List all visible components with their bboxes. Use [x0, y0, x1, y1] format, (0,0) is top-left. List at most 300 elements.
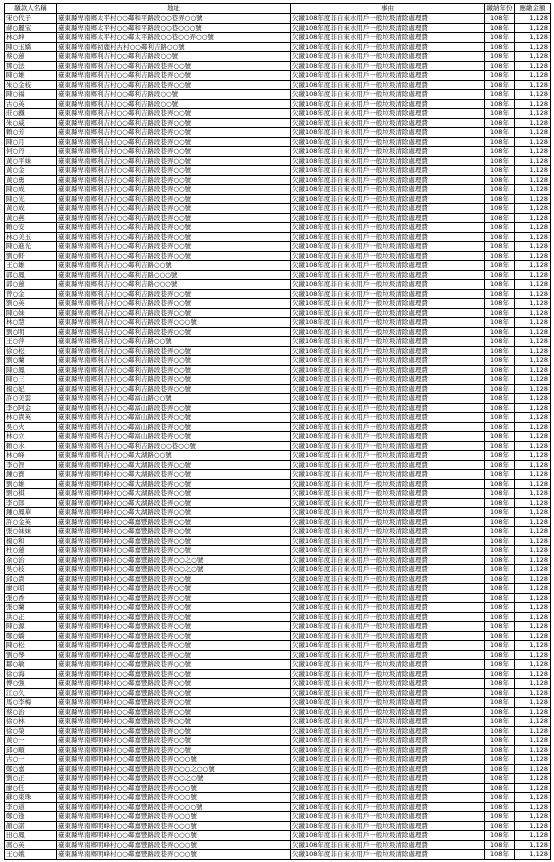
cell-name: 鄒○敏	[5, 660, 57, 670]
cell-reason: 欠繳108年度非自來水用戶一般垃圾清除處理費	[291, 80, 485, 90]
cell-amount: 1,128	[515, 128, 551, 138]
cell-amount: 1,128	[515, 498, 551, 508]
cell-year: 108年	[485, 584, 515, 594]
cell-address: 臺東縣卑南鄉明峰村○○鄰嘉豐路段巷弄○○○○號	[57, 802, 291, 812]
cell-amount: 1,128	[515, 489, 551, 499]
cell-amount: 1,128	[515, 527, 551, 537]
cell-reason: 欠繳108年度非自來水用戶一般垃圾清除處理費	[291, 289, 485, 299]
cell-reason: 欠繳108年度非自來水用戶一般垃圾清除處理費	[291, 61, 485, 71]
cell-year: 108年	[485, 793, 515, 803]
cell-address: 臺東縣卑南鄉明峰村○○鄰嘉豐路段巷弄○○號	[57, 536, 291, 546]
cell-year: 108年	[485, 508, 515, 518]
cell-amount: 1,128	[515, 555, 551, 565]
cell-address: 臺東縣卑南鄉明峰村○○鄰嘉豐路段巷弄○○號	[57, 745, 291, 755]
table-row	[5, 156, 551, 166]
cell-year: 108年	[485, 327, 515, 337]
table-row	[5, 707, 551, 717]
table-row	[5, 223, 551, 233]
cell-amount: 1,128	[515, 33, 551, 43]
cell-year: 108年	[485, 166, 515, 176]
cell-amount: 1,128	[515, 840, 551, 850]
cell-year: 108年	[485, 479, 515, 489]
cell-name: 林○慧	[5, 318, 57, 328]
cell-address: 臺東縣卑南鄉利吉村○○鄰利吉路段巷弄○○號	[57, 109, 291, 119]
table-row	[5, 23, 551, 33]
cell-reason: 欠繳108年度非自來水用戶一般垃圾清除處理費	[291, 612, 485, 622]
table-row	[5, 61, 551, 71]
cell-reason: 欠繳108年度非自來水用戶一般垃圾清除處理費	[291, 280, 485, 290]
cell-name: 陳○松	[5, 641, 57, 651]
cell-year: 108年	[485, 669, 515, 679]
cell-address: 臺東縣卑南鄉明峰村○○鄰嘉豐路段巷弄○○○之○○號	[57, 764, 291, 774]
cell-address: 臺東縣卑南鄉利吉村○○鄰富山路段巷弄○○號	[57, 413, 291, 423]
cell-name: 宋○代子	[5, 14, 57, 24]
cell-name: 劉○蘭	[5, 356, 57, 366]
cell-name: 朱○威	[5, 118, 57, 128]
cell-amount: 1,128	[515, 612, 551, 622]
table-row	[5, 574, 551, 584]
cell-name: 徐○林	[5, 717, 57, 727]
cell-amount: 1,128	[515, 508, 551, 518]
cell-reason: 欠繳108年度非自來水用戶一般垃圾清除處理費	[291, 508, 485, 518]
cell-amount: 1,128	[515, 232, 551, 242]
cell-reason: 欠繳108年度非自來水用戶一般垃圾清除處理費	[291, 147, 485, 157]
cell-reason: 欠繳108年度非自來水用戶一般垃圾清除處理費	[291, 299, 485, 309]
table-row	[5, 52, 551, 62]
cell-amount: 1,128	[515, 745, 551, 755]
table-row	[5, 812, 551, 822]
cell-amount: 1,128	[515, 175, 551, 185]
cell-reason: 欠繳108年度非自來水用戶一般垃圾清除處理費	[291, 90, 485, 100]
cell-reason: 欠繳108年度非自來水用戶一般垃圾清除處理費	[291, 403, 485, 413]
cell-address: 臺東縣卑南鄉明峰村○○鄰嘉豐路段巷弄○○號	[57, 707, 291, 717]
table-row	[5, 840, 551, 850]
cell-address: 臺東縣卑南鄉利吉村○○鄰利吉路段巷弄○○號	[57, 375, 291, 385]
table-row	[5, 128, 551, 138]
cell-name: 王○雄	[5, 261, 57, 271]
table-row	[5, 565, 551, 575]
cell-year: 108年	[485, 802, 515, 812]
cell-address: 臺東縣卑南鄉利吉村○○鄰富山路段巷弄○○號	[57, 422, 291, 432]
table-row	[5, 33, 551, 43]
cell-name: 洪○正	[5, 612, 57, 622]
cell-reason: 欠繳108年度非自來水用戶一般垃圾清除處理費	[291, 584, 485, 594]
cell-amount: 1,128	[515, 194, 551, 204]
table-row	[5, 517, 551, 527]
cell-name: 曾○金	[5, 289, 57, 299]
cell-reason: 欠繳108年度非自來水用戶一般垃圾清除處理費	[291, 337, 485, 347]
table-row	[5, 698, 551, 708]
cell-address: 臺東縣卑南鄉利吉村○○鄰利吉路段巷弄○○號	[57, 232, 291, 242]
cell-address: 臺東縣卑南鄉利吉村○○鄰利吉路段○○號	[57, 90, 291, 100]
cell-address: 臺東縣卑南鄉利吉村○○鄰利吉路段巷弄○○○號	[57, 318, 291, 328]
table-row	[5, 546, 551, 556]
cell-name: 馮○英	[5, 840, 57, 850]
cell-reason: 欠繳108年度非自來水用戶一般垃圾清除處理費	[291, 460, 485, 470]
cell-reason: 欠繳108年度非自來水用戶一般垃圾清除處理費	[291, 698, 485, 708]
cell-name: 郭○蓮	[5, 280, 57, 290]
cell-name: 陳○源	[5, 622, 57, 632]
cell-year: 108年	[485, 251, 515, 261]
table-row	[5, 109, 551, 119]
cell-address: 臺東縣卑南鄉利吉村○○鄰利吉路段巷弄○○號	[57, 137, 291, 147]
cell-amount: 1,128	[515, 479, 551, 489]
cell-name: 邱○順	[5, 745, 57, 755]
cell-year: 108年	[485, 432, 515, 442]
cell-name: 林○峰	[5, 451, 57, 461]
table-row	[5, 71, 551, 81]
cell-reason: 欠繳108年度非自來水用戶一般垃圾清除處理費	[291, 394, 485, 404]
cell-name: 蔡○治	[5, 707, 57, 717]
cell-amount: 1,128	[515, 565, 551, 575]
cell-name: 陳○月	[5, 137, 57, 147]
cell-reason: 欠繳108年度非自來水用戶一般垃圾清除處理費	[291, 802, 485, 812]
cell-reason: 欠繳108年度非自來水用戶一般垃圾清除處理費	[291, 840, 485, 850]
cell-name: 賴○安	[5, 223, 57, 233]
cell-amount: 1,128	[515, 812, 551, 822]
cell-name: 黃○燕	[5, 213, 57, 223]
cell-address: 臺東縣卑南鄉利吉村○○鄰利吉路段巷弄○○號	[57, 147, 291, 157]
cell-name: 江○久	[5, 688, 57, 698]
cell-year: 108年	[485, 679, 515, 689]
cell-name: 黃○平妹	[5, 156, 57, 166]
cell-name: 蔡○蓮	[5, 52, 57, 62]
cell-address: 臺東縣卑南鄉利吉村○○鄰利吉路段巷弄○○號	[57, 289, 291, 299]
cell-reason: 欠繳108年度非自來水用戶一般垃圾清除處理費	[291, 764, 485, 774]
cell-name: 林○貴英	[5, 413, 57, 423]
cell-reason: 欠繳108年度非自來水用戶一般垃圾清除處理費	[291, 23, 485, 33]
cell-year: 108年	[485, 394, 515, 404]
cell-amount: 1,128	[515, 403, 551, 413]
cell-reason: 欠繳108年度非自來水用戶一般垃圾清除處理費	[291, 128, 485, 138]
cell-reason: 欠繳108年度非自來水用戶一般垃圾清除處理費	[291, 688, 485, 698]
cell-address: 臺東縣卑南鄉明峰村○○鄰大湖路段巷弄○○號	[57, 489, 291, 499]
table-row	[5, 669, 551, 679]
cell-address: 臺東縣卑南鄉利吉村○○鄰大湖路○○號	[57, 451, 291, 461]
cell-address: 臺東縣卑南鄉明峰村○○鄰嘉豐路段巷弄○○號	[57, 726, 291, 736]
cell-year: 108年	[485, 840, 515, 850]
cell-amount: 1,128	[515, 299, 551, 309]
cell-address: 臺東縣卑南鄉利吉村○○鄰利吉路段巷弄○○號	[57, 80, 291, 90]
table-row	[5, 479, 551, 489]
cell-address: 臺東縣卑南鄉明峰村○○鄰嘉豐路段巷弄○○號	[57, 660, 291, 670]
cell-address: 臺東縣卑南鄉明峰村○○鄰嘉豐路段巷弄○○號	[57, 603, 291, 613]
table-row	[5, 413, 551, 423]
cell-address: 臺東縣卑南鄉利吉村○○鄰富山路段巷弄○○號	[57, 403, 291, 413]
cell-reason: 欠繳108年度非自來水用戶一般垃圾清除處理費	[291, 489, 485, 499]
cell-address: 臺東縣卑南鄉利吉村○○鄰利吉路段○○號	[57, 52, 291, 62]
cell-address: 臺東縣卑南鄉明峰村○○鄰嘉豐路段巷弄○○號	[57, 517, 291, 527]
cell-address: 臺東縣卑南鄉利吉村○○鄰利吉路段巷弄○○號	[57, 61, 291, 71]
cell-year: 108年	[485, 223, 515, 233]
cell-address: 臺東縣卑南鄉明峰村○○鄰大湖路段巷弄○○號	[57, 479, 291, 489]
cell-year: 108年	[485, 365, 515, 375]
cell-name: 鄭○嘉	[5, 764, 57, 774]
table-row	[5, 802, 551, 812]
cell-address: 臺東縣卑南鄉明峰村○○鄰嘉豐路段巷弄○○之○號	[57, 565, 291, 575]
cell-name: 林○立	[5, 432, 57, 442]
cell-reason: 欠繳108年度非自來水用戶一般垃圾清除處理費	[291, 175, 485, 185]
cell-reason: 欠繳108年度非自來水用戶一般垃圾清除處理費	[291, 327, 485, 337]
cell-name: 劉○正	[5, 774, 57, 784]
cell-amount: 1,128	[515, 413, 551, 423]
cell-reason: 欠繳108年度非自來水用戶一般垃圾清除處理費	[291, 517, 485, 527]
cell-reason: 欠繳108年度非自來水用戶一般垃圾清除處理費	[291, 593, 485, 603]
cell-year: 108年	[485, 23, 515, 33]
cell-year: 108年	[485, 413, 515, 423]
table-row	[5, 726, 551, 736]
cell-amount: 1,128	[515, 308, 551, 318]
cell-address: 臺東縣卑南鄉明峰村○○鄰嘉豐路段巷弄○○號	[57, 736, 291, 746]
cell-year: 108年	[485, 299, 515, 309]
cell-reason: 欠繳108年度非自來水用戶一般垃圾清除處理費	[291, 365, 485, 375]
table-row	[5, 99, 551, 109]
cell-name: 楊○妃	[5, 384, 57, 394]
table-row	[5, 147, 551, 157]
cell-address: 臺東縣卑南鄉利吉村○○鄰利吉路段巷弄○○號	[57, 156, 291, 166]
cell-address: 臺東縣卑南鄉明峰村○○鄰嘉豐路段巷弄○○號	[57, 688, 291, 698]
table-row	[5, 432, 551, 442]
cell-amount: 1,128	[515, 736, 551, 746]
table-row	[5, 356, 551, 366]
cell-address: 臺東縣卑南鄉明峰村○○鄰嘉豐路段巷弄○○之○號	[57, 774, 291, 784]
cell-reason: 欠繳108年度非自來水用戶一般垃圾清除處理費	[291, 270, 485, 280]
table-row	[5, 242, 551, 252]
cell-amount: 1,128	[515, 441, 551, 451]
cell-amount: 1,128	[515, 831, 551, 841]
cell-year: 108年	[485, 460, 515, 470]
cell-amount: 1,128	[515, 707, 551, 717]
cell-year: 108年	[485, 555, 515, 565]
cell-year: 108年	[485, 707, 515, 717]
cell-address: 臺東縣卑南鄉明峰村○○鄰嘉豐路段巷弄○○號	[57, 593, 291, 603]
table-row	[5, 270, 551, 280]
cell-address: 臺東縣卑南鄉明峰村○○鄰嘉豐路段巷弄○○號	[57, 546, 291, 556]
table-row	[5, 308, 551, 318]
cell-amount: 1,128	[515, 717, 551, 727]
cell-year: 108年	[485, 622, 515, 632]
cell-name: 張○香	[5, 593, 57, 603]
cell-reason: 欠繳108年度非自來水用戶一般垃圾清除處理費	[291, 42, 485, 52]
cell-year: 108年	[485, 517, 515, 527]
cell-name: 鄭○逢	[5, 812, 57, 822]
cell-address: 臺東縣卑南鄉太平村○○鄰和平路段○○巷○○○號	[57, 23, 291, 33]
cell-amount: 1,128	[515, 280, 551, 290]
table-row	[5, 327, 551, 337]
cell-reason: 欠繳108年度非自來水用戶一般垃圾清除處理費	[291, 707, 485, 717]
table-row	[5, 612, 551, 622]
cell-amount: 1,128	[515, 213, 551, 223]
cell-amount: 1,128	[515, 802, 551, 812]
cell-name: 李○智	[5, 460, 57, 470]
cell-name: 陳○三	[5, 375, 57, 385]
table-row	[5, 755, 551, 765]
cell-address: 臺東縣卑南鄉利吉村○○鄰利吉路段巷弄○○號	[57, 242, 291, 252]
table-row	[5, 280, 551, 290]
cell-year: 108年	[485, 565, 515, 575]
table-row	[5, 736, 551, 746]
cell-address: 臺東縣卑南鄉利吉村○○鄰利吉路段巷弄○○號	[57, 251, 291, 261]
cell-name: 許○美雲	[5, 394, 57, 404]
cell-address: 臺東縣卑南鄉利吉村○○鄰利吉路段巷弄○○號	[57, 118, 291, 128]
table-row	[5, 261, 551, 271]
cell-amount: 1,128	[515, 850, 551, 860]
cell-reason: 欠繳108年度非自來水用戶一般垃圾清除處理費	[291, 774, 485, 784]
cell-year: 108年	[485, 61, 515, 71]
cell-address: 臺東縣卑南鄉明峰村○○鄰嘉豐路段巷弄○○○號	[57, 831, 291, 841]
cell-reason: 欠繳108年度非自來水用戶一般垃圾清除處理費	[291, 384, 485, 394]
cell-year: 108年	[485, 603, 515, 613]
cell-address: 臺東縣卑南鄉明峰村○○鄰大湖路段巷弄○○號	[57, 498, 291, 508]
cell-name: 鍾○鳳華	[5, 508, 57, 518]
cell-year: 108年	[485, 736, 515, 746]
cell-reason: 欠繳108年度非自來水用戶一般垃圾清除處理費	[291, 755, 485, 765]
cell-year: 108年	[485, 783, 515, 793]
cell-reason: 欠繳108年度非自來水用戶一般垃圾清除處理費	[291, 470, 485, 480]
table-row	[5, 394, 551, 404]
cell-amount: 1,128	[515, 470, 551, 480]
cell-amount: 1,128	[515, 61, 551, 71]
table-row	[5, 603, 551, 613]
cell-amount: 1,128	[515, 261, 551, 271]
table-row	[5, 489, 551, 499]
cell-year: 108年	[485, 128, 515, 138]
cell-address: 臺東縣卑南鄉利吉村○○鄰利吉路○○號	[57, 261, 291, 271]
cell-year: 108年	[485, 384, 515, 394]
table-row	[5, 764, 551, 774]
cell-year: 108年	[485, 156, 515, 166]
cell-year: 108年	[485, 33, 515, 43]
cell-reason: 欠繳108年度非自來水用戶一般垃圾清除處理費	[291, 660, 485, 670]
cell-year: 108年	[485, 118, 515, 128]
cell-address: 臺東縣卑南鄉利吉村○○鄰利吉路○○號	[57, 337, 291, 347]
header-address: 地址	[57, 4, 291, 14]
cell-address: 臺東縣卑南鄉利吉村○○鄰利吉路段巷弄○○號	[57, 204, 291, 214]
cell-amount: 1,128	[515, 793, 551, 803]
cell-address: 臺東縣卑南鄉初鹿村古村○○鄰利吉路○○號	[57, 42, 291, 52]
table-row	[5, 42, 551, 52]
cell-reason: 欠繳108年度非自來水用戶一般垃圾清除處理費	[291, 850, 485, 860]
cell-year: 108年	[485, 346, 515, 356]
cell-address: 臺東縣卑南鄉明峰村○○鄰嘉豐路段巷弄○○號	[57, 669, 291, 679]
cell-address: 臺東縣卑南鄉明峰村○○鄰嘉豐路段巷弄○○號	[57, 612, 291, 622]
cell-amount: 1,128	[515, 137, 551, 147]
cell-amount: 1,128	[515, 584, 551, 594]
cell-year: 108年	[485, 175, 515, 185]
cell-reason: 欠繳108年度非自來水用戶一般垃圾清除處理費	[291, 194, 485, 204]
table-row	[5, 365, 551, 375]
header-name: 繳款人名稱	[5, 4, 57, 14]
cell-address: 臺東縣卑南鄉利吉村○○鄰利吉路段○○巷○○號	[57, 441, 291, 451]
cell-amount: 1,128	[515, 764, 551, 774]
cell-year: 108年	[485, 194, 515, 204]
cell-amount: 1,128	[515, 52, 551, 62]
table-row	[5, 593, 551, 603]
cell-year: 108年	[485, 650, 515, 660]
cell-year: 108年	[485, 764, 515, 774]
cell-reason: 欠繳108年度非自來水用戶一般垃圾清除處理費	[291, 451, 485, 461]
cell-reason: 欠繳108年度非自來水用戶一般垃圾清除處理費	[291, 641, 485, 651]
cell-name: 顏○諾	[5, 821, 57, 831]
cell-year: 108年	[485, 774, 515, 784]
cell-address: 臺東縣卑南鄉利吉村○○鄰利吉路段巷弄○○號	[57, 194, 291, 204]
cell-year: 108年	[485, 745, 515, 755]
cell-amount: 1,128	[515, 460, 551, 470]
cell-name: 劉○棋	[5, 489, 57, 499]
cell-amount: 1,128	[515, 375, 551, 385]
cell-amount: 1,128	[515, 451, 551, 461]
header-year: 繳納年份	[486, 4, 513, 12]
cell-name: 鄭○嬌	[5, 631, 57, 641]
cell-amount: 1,128	[515, 166, 551, 176]
cell-amount: 1,128	[515, 14, 551, 24]
cell-year: 108年	[485, 137, 515, 147]
cell-address: 臺東縣卑南鄉利吉村○○鄰利吉路段巷弄○○號	[57, 327, 291, 337]
cell-address: 臺東縣卑南鄉利吉村○○鄰利吉路段巷弄○○號	[57, 308, 291, 318]
cell-amount: 1,128	[515, 774, 551, 784]
cell-name: 徐○海	[5, 669, 57, 679]
cell-reason: 欠繳108年度非自來水用戶一般垃圾清除處理費	[291, 242, 485, 252]
cell-name: 黃○勇	[5, 175, 57, 185]
cell-address: 臺東縣卑南鄉明峰村○○鄰嘉豐路段巷弄○○號	[57, 698, 291, 708]
table-row	[5, 318, 551, 328]
cell-reason: 欠繳108年度非自來水用戶一般垃圾清除處理費	[291, 546, 485, 556]
cell-year: 108年	[485, 289, 515, 299]
table-row	[5, 622, 551, 632]
cell-name: 賴○水	[5, 441, 57, 451]
cell-year: 108年	[485, 42, 515, 52]
cell-reason: 欠繳108年度非自來水用戶一般垃圾清除處理費	[291, 574, 485, 584]
cell-reason: 欠繳108年度非自來水用戶一般垃圾清除處理費	[291, 422, 485, 432]
cell-year: 108年	[485, 213, 515, 223]
table-row	[5, 555, 551, 565]
cell-reason: 欠繳108年度非自來水用戶一般垃圾清除處理費	[291, 71, 485, 81]
cell-name: 邱○貴	[5, 574, 57, 584]
cell-reason: 欠繳108年度非自來水用戶一般垃圾清除處理費	[291, 831, 485, 841]
cell-address: 臺東縣卑南鄉明峰村○○鄰嘉豐路段巷弄○○○號	[57, 840, 291, 850]
cell-amount: 1,128	[515, 156, 551, 166]
table-row	[5, 679, 551, 689]
table-row	[5, 299, 551, 309]
header-row	[5, 4, 551, 14]
cell-year: 108年	[485, 660, 515, 670]
cell-reason: 欠繳108年度非自來水用戶一般垃圾清除處理費	[291, 498, 485, 508]
cell-amount: 1,128	[515, 71, 551, 81]
cell-name: 蘇○東珠	[5, 793, 57, 803]
cell-reason: 欠繳108年度非自來水用戶一般垃圾清除處理費	[291, 251, 485, 261]
cell-name: 傅○強	[5, 679, 57, 689]
cell-reason: 欠繳108年度非自來水用戶一般垃圾清除處理費	[291, 99, 485, 109]
cell-year: 108年	[485, 99, 515, 109]
cell-address: 臺東縣卑南鄉利吉村○○鄰利吉路段巷弄○○號	[57, 365, 291, 375]
cell-year: 108年	[485, 375, 515, 385]
cell-amount: 1,128	[515, 147, 551, 157]
cell-name: 郭○鳳	[5, 270, 57, 280]
cell-year: 108年	[485, 232, 515, 242]
cell-name: 杜○蓮	[5, 546, 57, 556]
cell-reason: 欠繳108年度非自來水用戶一般垃圾清除處理費	[291, 812, 485, 822]
cell-name: 古○一	[5, 755, 57, 765]
cell-address: 臺東縣卑南鄉明峰村○○鄰嘉豐路段巷弄○○之○號	[57, 555, 291, 565]
table-row	[5, 717, 551, 727]
cell-year: 108年	[485, 631, 515, 641]
cell-reason: 欠繳108年度非自來水用戶一般垃圾清除處理費	[291, 185, 485, 195]
cell-amount: 1,128	[515, 242, 551, 252]
table-row	[5, 422, 551, 432]
cell-year: 108年	[485, 109, 515, 119]
cell-year: 108年	[485, 90, 515, 100]
table-row	[5, 821, 551, 831]
